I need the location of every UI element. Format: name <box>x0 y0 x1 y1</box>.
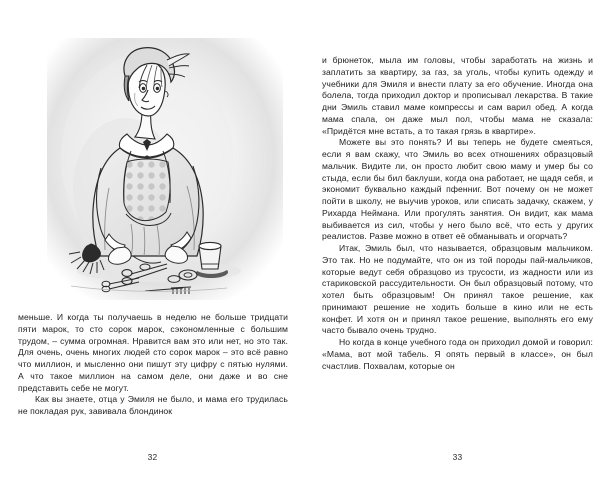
paragraph: и брюнеток, мыла им головы, чтобы заработать на жизнь и заплатить за квартиру, за газ, за уголь, чтобы купить одежду и учебники для Эмиля и внести плату за его обучение. Иногда она болела, тогда приходил доктор и прописывал лекарства. В такие дни Эмиль ставил маме компрессы и сам варил обед. А когда мама спала, он даже мыл пол, чтобы мама не сказала: «Придётся мне встать, а то такая грязь в квартире». <box>322 55 593 136</box>
page-number-right: 33 <box>452 452 463 462</box>
left-page-text-column <box>18 312 288 418</box>
paragraph: Как вы знаете, отца у Эмиля не было, и мама его трудилась не покладая рук, завивала блондинок <box>18 394 288 416</box>
paragraph: Но когда в конце учебного года он приходил домой и говорил: «Мама, вот мой табель. Я опять первый в классе», он был счастлив. Похвалам, которые он <box>322 337 593 371</box>
paragraph: меньше. И когда ты получаешь в неделю не больше тридцати пяти марок, то сто сорок марок, сэкономленные с большим трудом, – сумма огромная. Нравится вам это или нет, но это так. Для очень, очень многих людей сто сорок марок – это всё равно что миллион, и мысленно они пишут эту цифру с пятью нулями. А что такое миллион на самом деле, они даже и во сне представить себе не могут. <box>18 312 288 393</box>
right-page-text-column <box>322 55 593 372</box>
paragraph: Итак, Эмиль был, что называется, образцовым мальчиком. Это так. Но не подумайте, что он из той породы пай-мальчиков, которые ведут себя образцово из трусости, из жадности или из стариковской рассудительности. Он был образцовый потому, что хотел быть образцовым! Он принял такое решение, как принимают решение не ходить больше в кино или не есть конфет. И хотя он и принял такое решение, выполнять его ему часто бывало очень трудно. <box>322 243 593 336</box>
page-number-left: 32 <box>147 452 158 462</box>
illustration-woman-in-apron-at-table <box>47 38 283 300</box>
right-page <box>305 0 610 488</box>
paragraph: Можете вы это понять? И вы теперь не будете смеяться, если я вам скажу, что Эмиль во всех отношениях образцовый мальчик. Видите ли, он просто любит свою маму и умер бы со стыда, если бы бил баклуши, когда она работает, не щадя себя, и экономит буквально каждый пфенниг. Вот почему он не может пойти в школу, не выучив уроков, или списать задачку, скажем, у Рихарда Неймана. Или прогулять занятия. Он видит, как мама выбивается из сил, чтобы у него было всё, что есть у других реалистов. Разве можно в ответ её обманывать и огорчать? <box>322 137 593 242</box>
